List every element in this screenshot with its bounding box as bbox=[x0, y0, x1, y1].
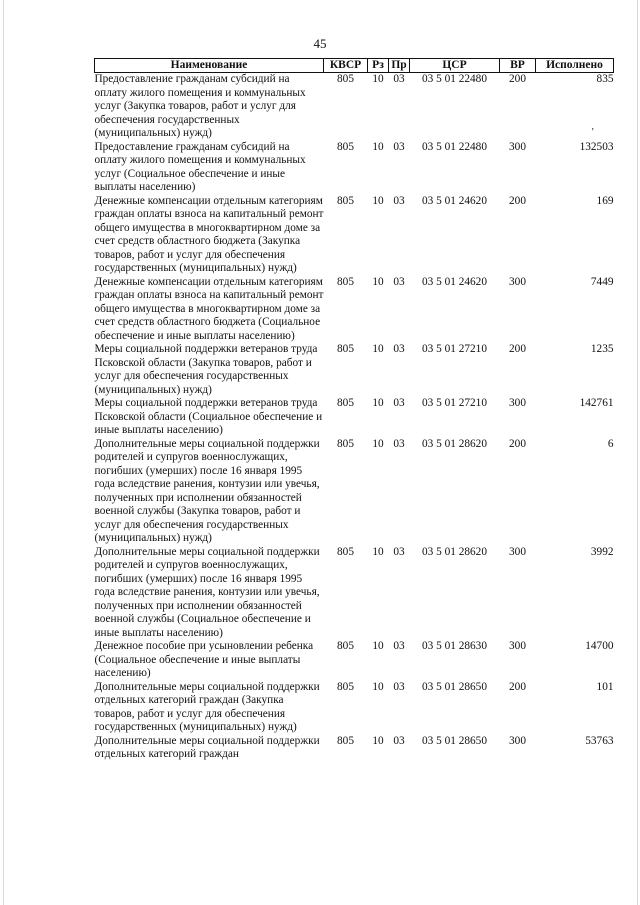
cell-rz: 10 bbox=[372, 140, 384, 153]
cell-rz: 10 bbox=[372, 734, 384, 747]
cell-executed: 3992 bbox=[590, 545, 614, 558]
table-row bbox=[95, 735, 614, 762]
cell-name: Дополнительные меры социальной поддержки отдельных категорий граждан bbox=[94, 734, 320, 760]
cell-name: Предоставление гражданам субсидий на оплату жилого помещения и коммунальных услуг (Социальное обеспечение и иные выплаты населению) bbox=[94, 140, 306, 193]
table-row bbox=[95, 141, 614, 195]
column-header-kvsr: КВСР bbox=[324, 59, 368, 73]
cell-kvsr: 805 bbox=[337, 194, 354, 207]
cell-rz: 10 bbox=[372, 545, 384, 558]
cell-csr: 03 5 01 28620 bbox=[422, 545, 487, 558]
cell-csr: 03 5 01 22480 bbox=[422, 73, 487, 85]
page-number: 45 bbox=[313, 36, 327, 51]
cell-pr: 03 bbox=[393, 275, 405, 288]
cell-kvsr: 805 bbox=[337, 275, 354, 288]
scan-mark: ʼ bbox=[591, 127, 595, 138]
column-header-rz: Рз bbox=[368, 59, 389, 73]
cell-name: Меры социальной поддержки ветеранов труда Псковской области (Закупка товаров, работ и услуг для обеспечения государственных (муниципальных) нужд) bbox=[94, 343, 318, 396]
cell-pr: 03 bbox=[393, 437, 405, 450]
cell-vr: 300 bbox=[509, 640, 526, 652]
table-row bbox=[95, 681, 614, 735]
cell-vr: 200 bbox=[509, 194, 526, 207]
cell-rz: 10 bbox=[372, 343, 384, 355]
cell-executed: 14700 bbox=[585, 640, 614, 652]
cell-vr: 300 bbox=[509, 397, 526, 409]
cell-rz: 10 bbox=[372, 640, 384, 652]
cell-pr: 03 bbox=[393, 734, 405, 747]
cell-kvsr: 805 bbox=[337, 343, 354, 355]
cell-vr: 300 bbox=[509, 734, 526, 747]
cell-kvsr: 805 bbox=[337, 73, 354, 85]
cell-executed: 101 bbox=[596, 680, 614, 693]
table-row bbox=[95, 546, 614, 641]
column-header-vr: ВР bbox=[500, 59, 536, 73]
cell-csr: 03 5 01 28650 bbox=[422, 734, 487, 747]
cell-executed: 835 bbox=[596, 73, 614, 85]
cell-rz: 10 bbox=[372, 397, 384, 409]
cell-rz: 10 bbox=[372, 194, 384, 207]
cell-executed: 7449 bbox=[590, 275, 614, 288]
table-row bbox=[95, 343, 614, 397]
scan-edge-right bbox=[637, 0, 638, 905]
column-header-csr: ЦСР bbox=[410, 59, 500, 73]
cell-name: Дополнительные меры социальной поддержки родителей и супругов военнослужащих, погибших (умерших) после 16 января 1995 года вследствие ранения, контузии или увечья, полученных при исполнении обязанностей военной службы (Социальное обеспечение и иные выплаты населению) bbox=[94, 545, 320, 639]
table-header-row bbox=[95, 59, 614, 73]
cell-pr: 03 bbox=[393, 397, 405, 409]
cell-vr: 300 bbox=[509, 140, 526, 153]
cell-csr: 03 5 01 28650 bbox=[422, 680, 487, 693]
cell-pr: 03 bbox=[393, 140, 405, 153]
cell-executed: 6 bbox=[607, 437, 614, 450]
cell-executed: 53763 bbox=[585, 734, 614, 747]
column-header-executed: Исполнено bbox=[536, 59, 614, 73]
cell-executed: 132503 bbox=[579, 140, 614, 153]
cell-csr: 03 5 01 28620 bbox=[422, 437, 487, 450]
table-row bbox=[95, 640, 614, 681]
cell-csr: 03 5 01 24620 bbox=[422, 194, 487, 207]
cell-kvsr: 805 bbox=[337, 734, 354, 747]
column-header-pr: Пр bbox=[389, 59, 410, 73]
table-row bbox=[95, 276, 614, 344]
cell-kvsr: 805 bbox=[337, 437, 354, 450]
cell-csr: 03 5 01 27210 bbox=[422, 397, 487, 409]
scan-edge-left bbox=[3, 0, 4, 905]
cell-vr: 200 bbox=[509, 73, 526, 85]
cell-pr: 03 bbox=[393, 194, 405, 207]
cell-kvsr: 805 bbox=[337, 545, 354, 558]
cell-vr: 300 bbox=[509, 275, 526, 288]
cell-name: Денежные компенсации отдельным категориям граждан оплаты взноса на капитальный ремонт общего имущества в многоквартирном доме за счет средств областного бюджета (Закупка товаров, работ и услуг для обеспечения государственных (муниципальных) нужд) bbox=[94, 194, 324, 274]
column-header-name: Наименование bbox=[95, 59, 324, 73]
cell-name: Дополнительные меры социальной поддержки отдельных категорий граждан (Закупка товаров, работ и услуг для обеспечения государственных (муниципальных) нужд) bbox=[94, 680, 320, 733]
budget-table bbox=[94, 58, 614, 762]
cell-kvsr: 805 bbox=[337, 140, 354, 153]
cell-csr: 03 5 01 22480 bbox=[422, 140, 487, 153]
cell-kvsr: 805 bbox=[337, 397, 354, 409]
table-row bbox=[95, 397, 614, 438]
cell-pr: 03 bbox=[393, 545, 405, 558]
table-row bbox=[95, 438, 614, 546]
cell-rz: 10 bbox=[372, 680, 384, 693]
cell-pr: 03 bbox=[393, 73, 405, 85]
cell-pr: 03 bbox=[393, 343, 405, 355]
cell-name: Денежное пособие при усыновлении ребенка (Социальное обеспечение и иные выплаты населению) bbox=[94, 640, 314, 679]
table-row bbox=[95, 73, 614, 141]
cell-kvsr: 805 bbox=[337, 680, 354, 693]
cell-executed: 142761 bbox=[579, 397, 614, 409]
cell-pr: 03 bbox=[393, 640, 405, 652]
cell-csr: 03 5 01 27210 bbox=[422, 343, 487, 355]
table-row bbox=[95, 195, 614, 276]
cell-name: Дополнительные меры социальной поддержки родителей и супругов военнослужащих, погибших (умерших) после 16 января 1995 года вследствие ранения, контузии или увечья, полученных при исполнении обязанностей военной службы (Закупка товаров, работ и услуг для обеспечения государственных (муниципальных) нужд) bbox=[94, 437, 320, 544]
cell-kvsr: 805 bbox=[337, 640, 354, 652]
cell-csr: 03 5 01 24620 bbox=[422, 275, 487, 288]
cell-vr: 200 bbox=[509, 680, 526, 693]
cell-name: Денежные компенсации отдельным категориям граждан оплаты взноса на капитальный ремонт общего имущества в многоквартирном доме за счет средств областного бюджета (Социальное обеспечение и иные выплаты населению) bbox=[94, 275, 324, 342]
cell-executed: 1235 bbox=[590, 343, 614, 355]
cell-rz: 10 bbox=[372, 437, 384, 450]
cell-csr: 03 5 01 28630 bbox=[422, 640, 487, 652]
cell-vr: 300 bbox=[509, 545, 526, 558]
cell-rz: 10 bbox=[372, 73, 384, 85]
cell-name: Предоставление гражданам субсидий на оплату жилого помещения и коммунальных услуг (Закупка товаров, работ и услуг для обеспечения государственных (муниципальных) нужд) bbox=[94, 73, 306, 139]
cell-executed: 169 bbox=[596, 194, 614, 207]
cell-vr: 200 bbox=[509, 343, 526, 355]
cell-rz: 10 bbox=[372, 275, 384, 288]
cell-pr: 03 bbox=[393, 680, 405, 693]
cell-name: Меры социальной поддержки ветеранов труда Псковской области (Социальное обеспечение и иные выплаты населению) bbox=[94, 397, 323, 436]
cell-vr: 200 bbox=[509, 437, 526, 450]
